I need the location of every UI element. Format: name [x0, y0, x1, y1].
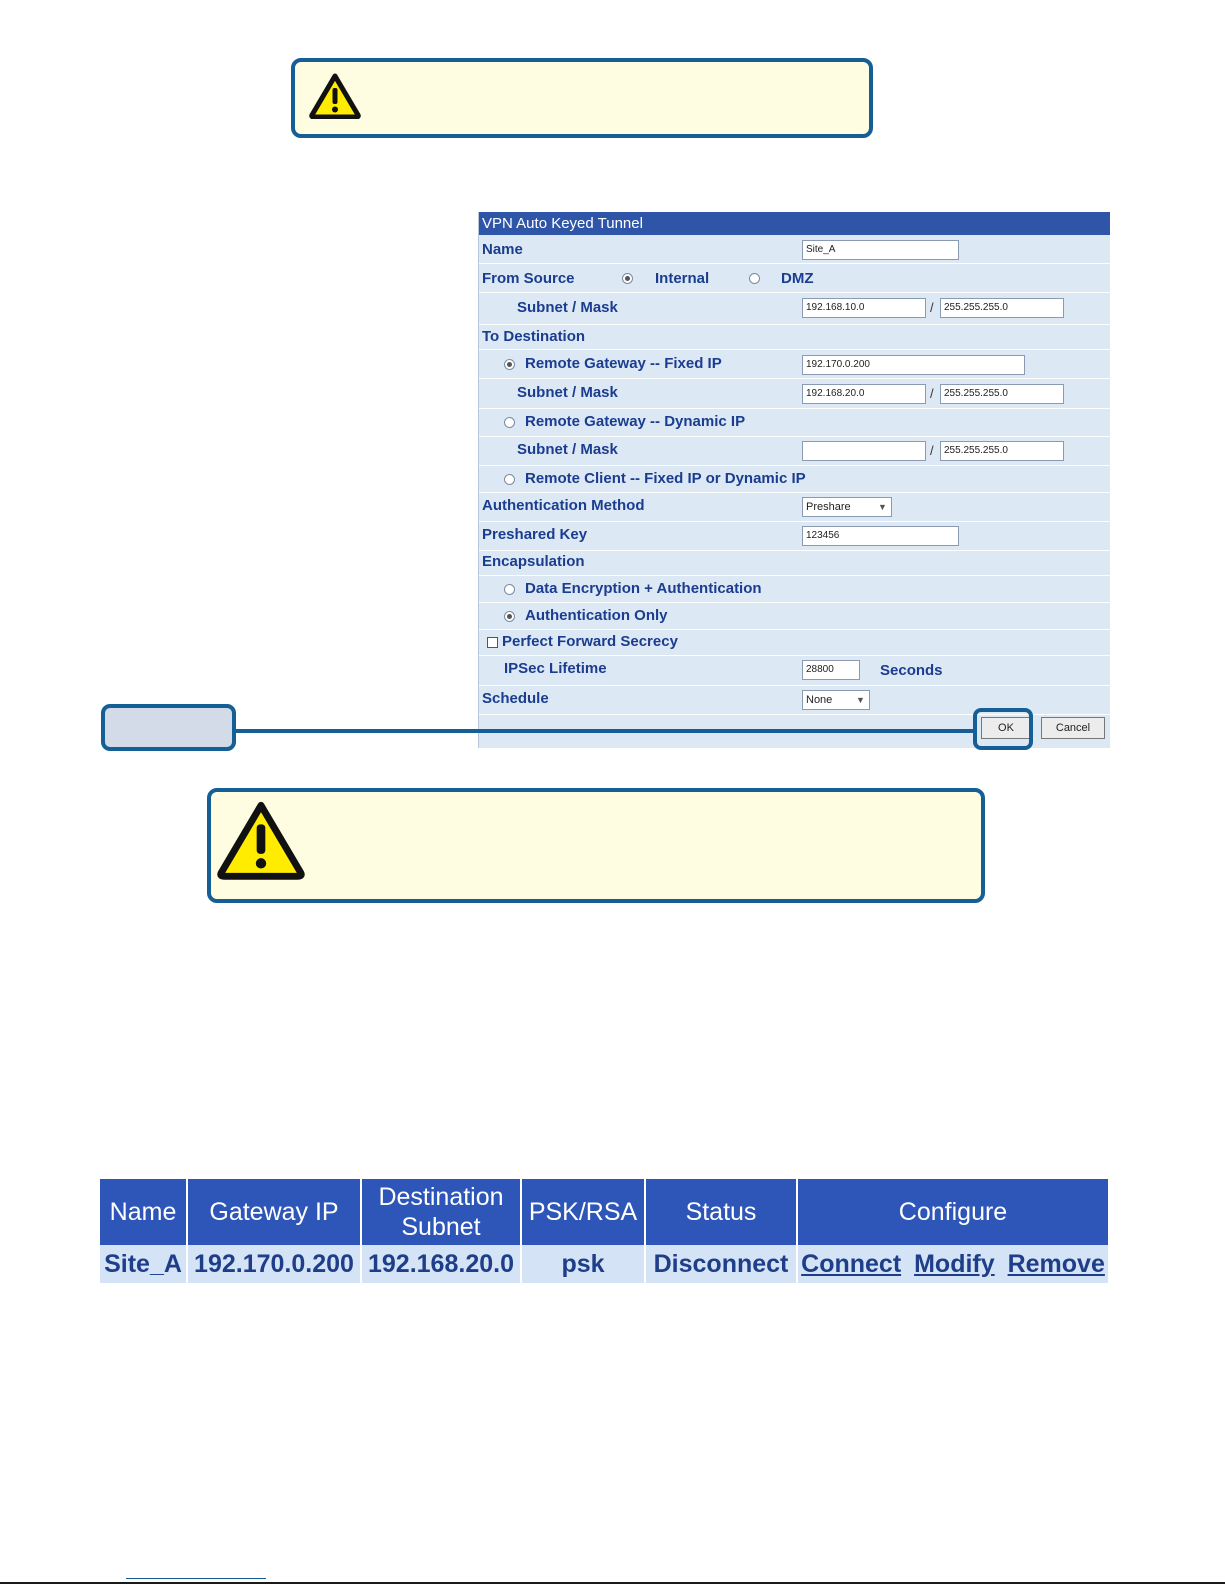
internal-label: Internal — [655, 270, 710, 287]
footer-link-underline — [126, 1578, 266, 1579]
remote-dynamic-row — [479, 409, 1110, 437]
data-encryption-radio[interactable] — [504, 584, 515, 595]
modify-link[interactable]: Modify — [914, 1249, 995, 1278]
slash-separator: / — [930, 300, 934, 315]
schedule-value: None — [806, 694, 833, 706]
internal-radio[interactable] — [622, 273, 633, 284]
name-input[interactable]: Site_A — [802, 240, 959, 260]
dmz-radio[interactable] — [749, 273, 760, 284]
table-row — [100, 1245, 1109, 1283]
remote-fixed-ip-input[interactable]: 192.170.0.200 — [802, 355, 1025, 375]
cell-gateway-ip: 192.170.0.200 — [187, 1245, 361, 1283]
fixed-subnet-label: Subnet / Mask — [517, 384, 618, 401]
remote-client-radio[interactable] — [504, 474, 515, 485]
ok-button[interactable]: OK — [981, 717, 1031, 739]
destination-header-line1: Destination — [378, 1183, 504, 1211]
dynamic-subnet-input[interactable] — [802, 441, 926, 461]
encapsulation-label: Encapsulation — [482, 553, 585, 570]
remove-link[interactable]: Remove — [1007, 1249, 1105, 1278]
ok-button-highlight — [973, 708, 1033, 750]
data-encryption-row — [479, 576, 1110, 603]
auth-method-select[interactable] — [802, 497, 892, 517]
warning-note-top — [291, 58, 873, 138]
to-destination-label: To Destination — [482, 328, 586, 345]
remote-fixed-label: Remote Gateway -- Fixed IP — [525, 355, 722, 372]
cell-psk-rsa: psk — [521, 1245, 645, 1283]
auth-only-row — [479, 603, 1110, 630]
ipsec-lifetime-label: IPSec Lifetime — [504, 660, 607, 677]
table-header-row — [100, 1179, 1109, 1245]
callout-connector-line — [236, 729, 976, 733]
dynamic-subnet-row — [479, 437, 1110, 466]
ipsec-lifetime-row — [479, 656, 1110, 686]
cell-status: Disconnect — [645, 1245, 797, 1283]
preshared-key-row — [479, 522, 1110, 551]
from-source-row — [479, 264, 1110, 293]
slash-separator: / — [930, 443, 934, 458]
encapsulation-row — [479, 551, 1110, 576]
warning-note-bottom — [207, 788, 985, 903]
fixed-mask-input[interactable]: 255.255.255.0 — [940, 384, 1064, 404]
cell-configure — [797, 1245, 1109, 1283]
auth-only-radio[interactable] — [504, 611, 515, 622]
column-header-destination-subnet — [361, 1179, 521, 1245]
connect-link[interactable]: Connect — [801, 1249, 902, 1278]
remote-client-row — [479, 466, 1110, 493]
column-header-psk-rsa: PSK/RSA — [521, 1179, 645, 1245]
preshared-key-input[interactable]: 123456 — [802, 526, 959, 546]
column-header-name: Name — [100, 1179, 187, 1245]
fixed-subnet-row — [479, 379, 1110, 409]
slash-separator: / — [930, 386, 934, 401]
ipsec-lifetime-input[interactable]: 28800 — [802, 660, 860, 680]
cell-destination-subnet: 192.168.20.0 — [361, 1245, 521, 1283]
fixed-subnet-input[interactable]: 192.168.20.0 — [802, 384, 926, 404]
source-mask-input[interactable]: 255.255.255.0 — [940, 298, 1064, 318]
auth-only-label: Authentication Only — [525, 607, 668, 624]
remote-fixed-row — [479, 350, 1110, 379]
cell-name: Site_A — [100, 1245, 187, 1283]
page-bottom-rule — [0, 1582, 1225, 1584]
from-source-label: From Source — [482, 270, 575, 287]
pfs-checkbox[interactable] — [487, 637, 498, 648]
remote-client-label: Remote Client -- Fixed IP or Dynamic IP — [525, 470, 806, 487]
auth-method-row — [479, 493, 1110, 522]
preshared-key-label: Preshared Key — [482, 526, 588, 543]
warning-triangle-icon — [216, 800, 306, 880]
source-subnet-label: Subnet / Mask — [517, 299, 618, 316]
remote-dynamic-radio[interactable] — [504, 417, 515, 428]
source-subnet-row — [479, 293, 1110, 325]
source-subnet-input[interactable]: 192.168.10.0 — [802, 298, 926, 318]
schedule-select[interactable] — [802, 690, 870, 710]
chevron-down-icon: ▼ — [878, 502, 887, 512]
data-encryption-label: Data Encryption + Authentication — [525, 580, 762, 597]
remote-fixed-radio[interactable] — [504, 359, 515, 370]
to-destination-row — [479, 325, 1110, 350]
ok-callout-box — [101, 704, 236, 751]
seconds-label: Seconds — [880, 662, 943, 679]
name-row — [479, 235, 1110, 264]
pfs-row — [479, 630, 1110, 656]
name-label: Name — [482, 241, 523, 258]
remote-dynamic-label: Remote Gateway -- Dynamic IP — [525, 413, 746, 430]
destination-header-line2: Subnet — [401, 1213, 481, 1241]
column-header-configure: Configure — [797, 1179, 1109, 1245]
dmz-label: DMZ — [781, 270, 814, 287]
schedule-label: Schedule — [482, 690, 549, 707]
cancel-button[interactable]: Cancel — [1041, 717, 1105, 739]
chevron-down-icon: ▼ — [856, 695, 865, 705]
form-title: VPN Auto Keyed Tunnel — [479, 212, 1110, 235]
vpn-auto-keyed-tunnel-form — [478, 212, 1110, 748]
vpn-tunnel-table — [100, 1179, 1110, 1283]
warning-triangle-icon — [309, 73, 361, 119]
auth-method-value: Preshare — [806, 501, 851, 513]
column-header-status: Status — [645, 1179, 797, 1245]
column-header-gateway-ip: Gateway IP — [187, 1179, 361, 1245]
pfs-label: Perfect Forward Secrecy — [502, 633, 678, 650]
dynamic-subnet-label: Subnet / Mask — [517, 441, 618, 458]
auth-method-label: Authentication Method — [482, 497, 645, 514]
dynamic-mask-input[interactable]: 255.255.255.0 — [940, 441, 1064, 461]
